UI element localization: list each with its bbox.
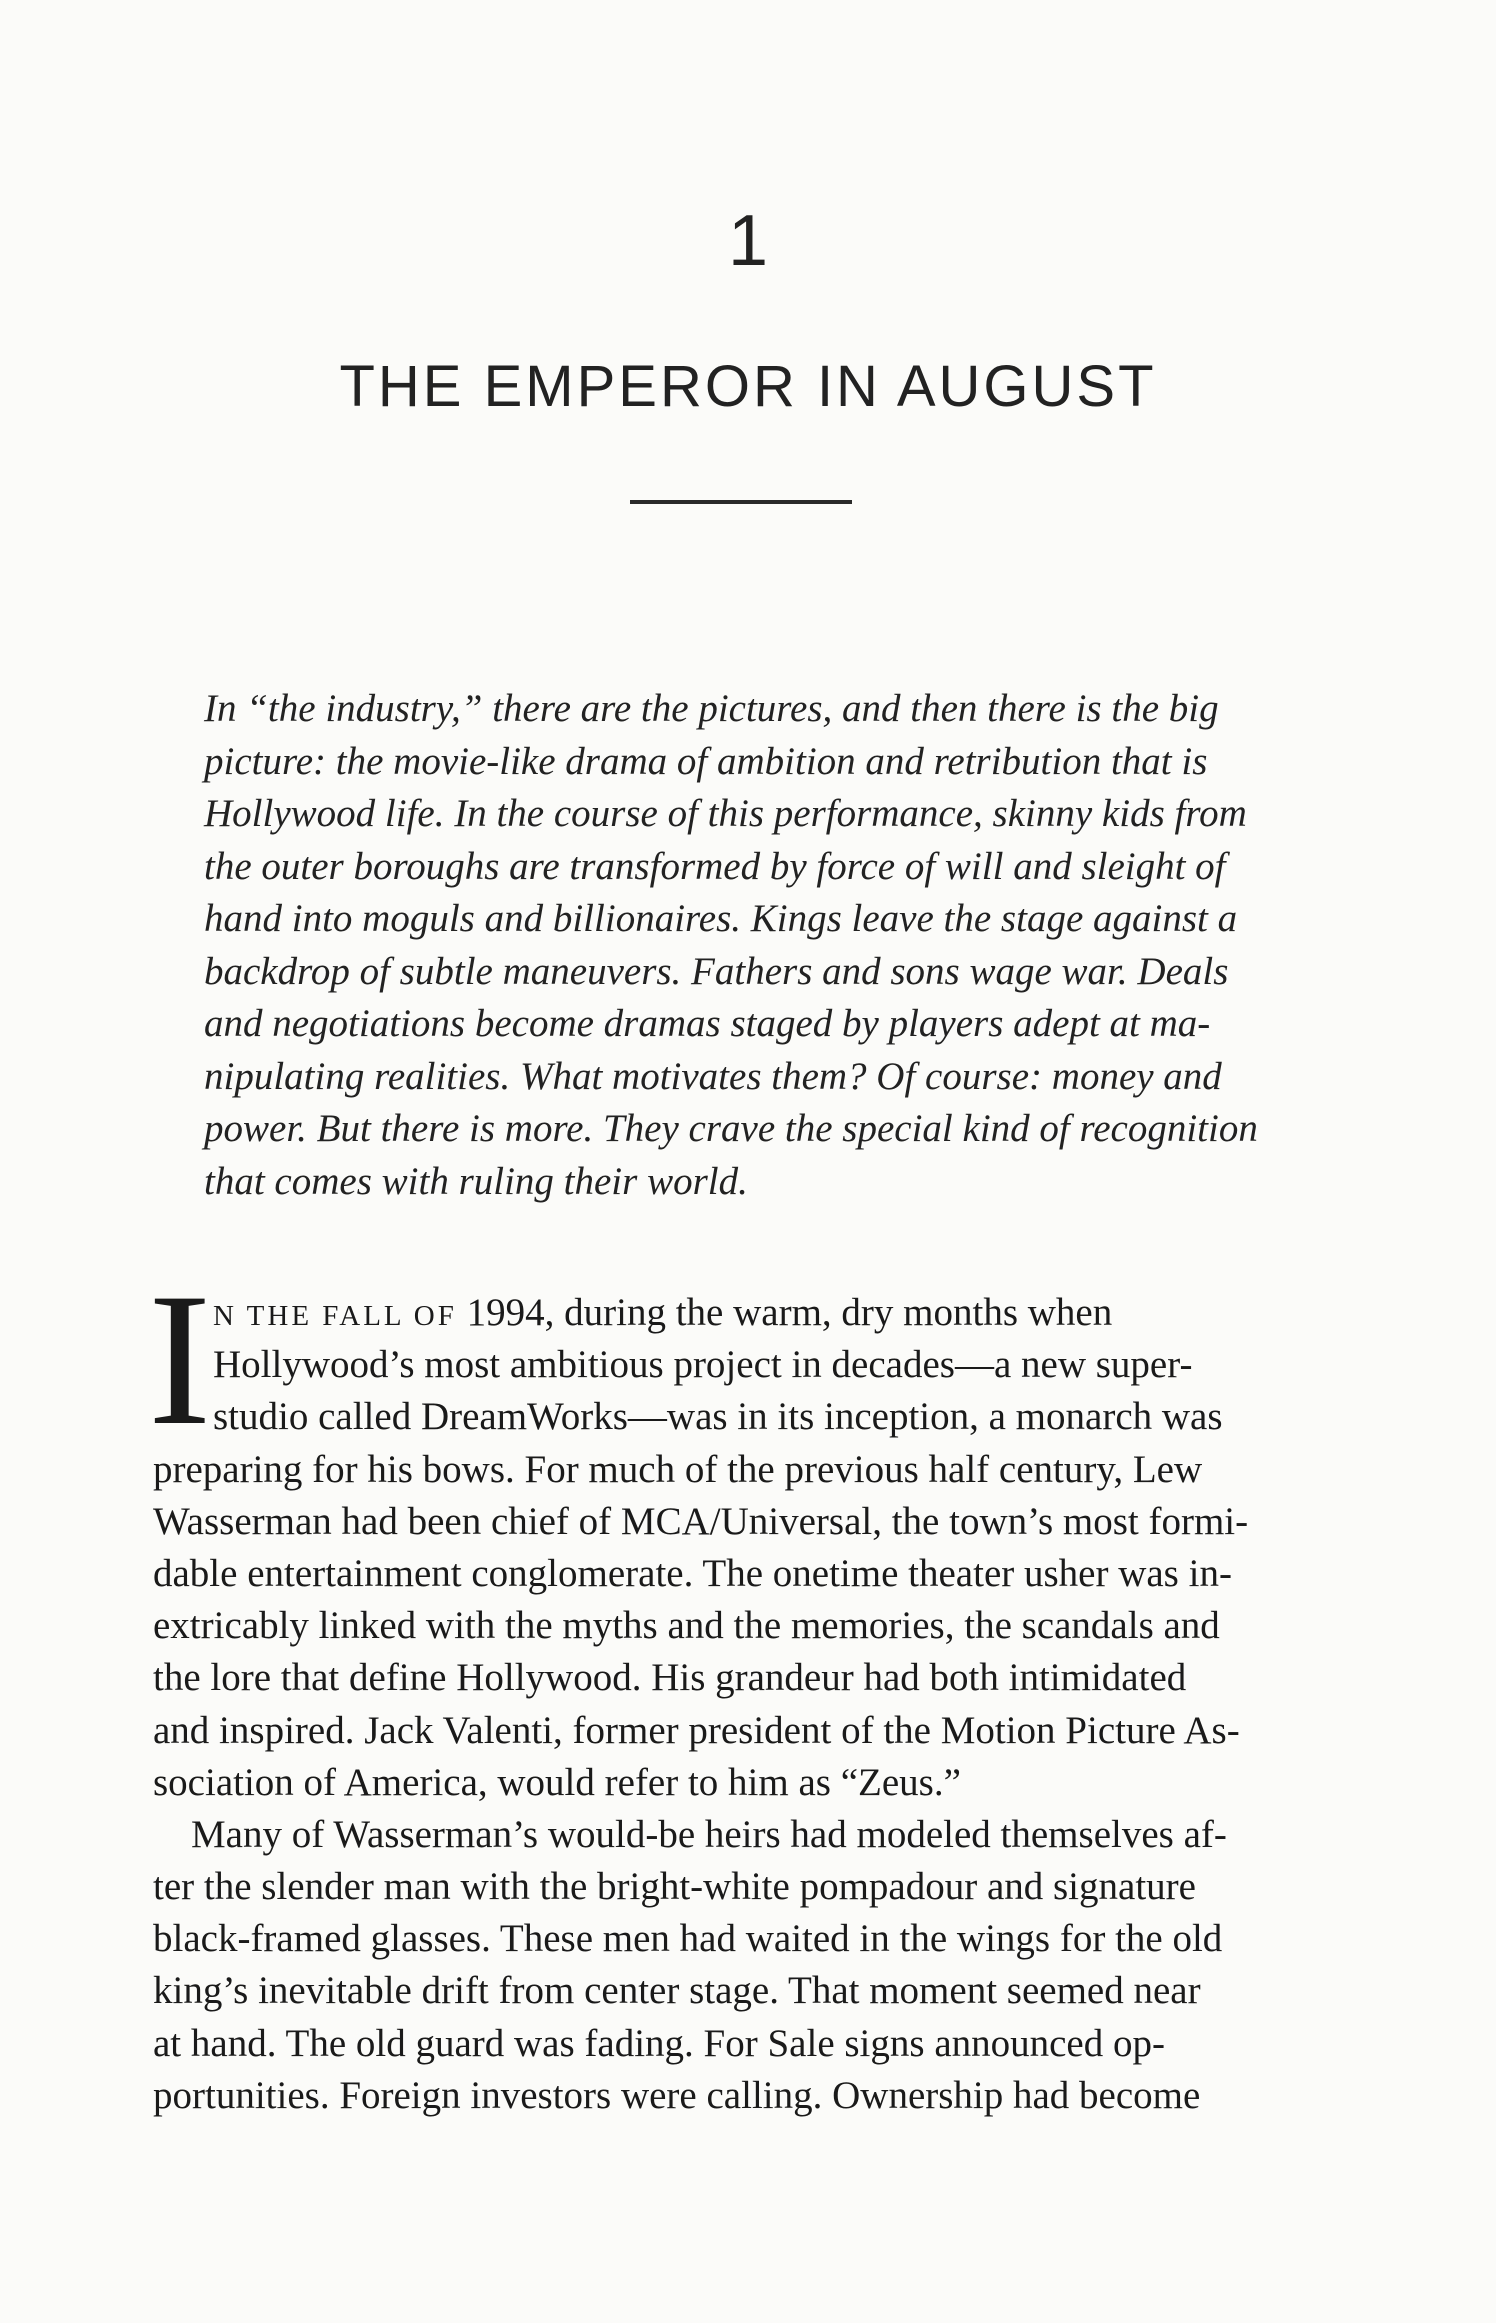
body-line: sociation of America, would refer to him as “Zeus.” [153, 1760, 961, 1804]
epigraph-line: power. But there is more. They crave the special kind of recognition [204, 1107, 1258, 1150]
body-line: Many of Wasserman’s would-be heirs had modeled themselves af- [191, 1812, 1227, 1856]
chapter-number: 1 [727, 201, 769, 281]
epigraph-line: hand into moguls and billionaires. Kings leave the stage against a [204, 897, 1238, 940]
body-line-first [153, 1287, 1329, 1339]
epigraph-line: picture: the movie-like drama of ambition and retribution that is [204, 739, 1208, 783]
epigraph-line: nipulating realities. What motivates them? Of course: money and [204, 1054, 1222, 1098]
body-line: studio called DreamWorks—was in its inception, a monarch was [213, 1395, 1223, 1439]
body-line: black-framed glasses. These men had waited in the wings for the old [153, 1917, 1223, 1961]
epigraph-line: the outer boroughs are transformed by force of will and sleight of [204, 844, 1226, 888]
paragraph-1 [153, 1287, 1329, 1809]
epigraph-line: Hollywood life. In the course of this performance, skinny kids from [204, 792, 1247, 835]
body-line: king’s inevitable drift from center stage. That moment seemed near [153, 1969, 1201, 2013]
epigraph [204, 683, 1280, 1208]
paragraph-2 [153, 1809, 1329, 2122]
body-line: Hollywood’s most ambitious project in decades—a new super- [213, 1343, 1193, 1387]
epigraph-line: backdrop of subtle maneuvers. Fathers and sons wage war. Deals [204, 949, 1229, 993]
body-line: dable entertainment conglomerate. The onetime theater usher was in- [153, 1551, 1232, 1595]
body-text [153, 1287, 1329, 2122]
chapter-title: THE EMPEROR IN AUGUST [339, 354, 1157, 419]
epigraph-line: and negotiations become dramas staged by players adept at ma- [204, 1002, 1211, 1045]
epigraph-line: that comes with ruling their world. [204, 1159, 748, 1203]
body-line: Wasserman had been chief of MCA/Universal, the town’s most formi- [153, 1499, 1249, 1543]
body-line: extricably linked with the myths and the memories, the scandals and [153, 1604, 1220, 1648]
body-line: and inspired. Jack Valenti, former president of the Motion Picture As- [153, 1708, 1240, 1752]
body-line: portunities. Foreign investors were calling. Ownership had become [153, 2073, 1201, 2117]
body-line: ter the slender man with the bright-white pompadour and signature [153, 1865, 1196, 1909]
first-line-rest: 1994, during the warm, dry months when [456, 1291, 1113, 1334]
drop-cap: I [148, 1255, 212, 1465]
small-caps-lead: N THE FALL OF [213, 1300, 457, 1332]
body-line: preparing for his bows. For much of the previous half century, Lew [153, 1447, 1203, 1491]
title-divider [630, 500, 852, 504]
epigraph-line: In “the industry,” there are the pictures, and then there is the big [204, 687, 1219, 730]
body-line: at hand. The old guard was fading. For Sale signs announced op- [153, 2021, 1165, 2065]
body-line: the lore that define Hollywood. His grandeur had both intimidated [153, 1656, 1187, 1700]
